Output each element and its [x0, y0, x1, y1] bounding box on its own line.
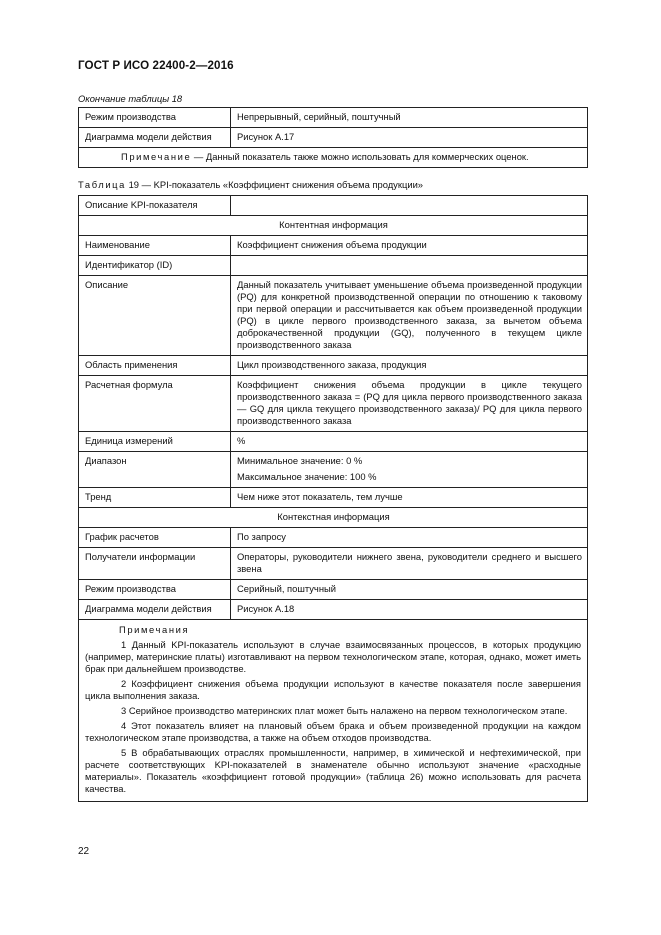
table-cell	[231, 256, 588, 276]
table-cell: Рисунок А.17	[231, 128, 588, 148]
table-cell: Режим производства	[79, 108, 231, 128]
note-item: 3 Серийное производство материнских плат может быть налажено на первом технологическом этапе.	[121, 705, 568, 716]
table-cell	[231, 276, 588, 356]
table-cell	[231, 196, 588, 216]
table-cell: %	[231, 432, 588, 452]
table-row	[79, 356, 588, 376]
table-cell: Чем ниже этот показатель, тем лучше	[231, 488, 588, 508]
note-item: 1 Данный KPI-показатель используют в случае взаимосвязанных процессов, в которых продукцию (например, материнские платы) изготавливают на первом технологическом этапе, которая, однако, может иметь брак при дальнейшем производстве.	[85, 639, 581, 674]
table19	[78, 195, 588, 802]
note-item: 2 Коэффициент снижения объема продукции используют в качестве показателя после завершения цикла выполнения заказа.	[85, 678, 581, 701]
table-row	[79, 376, 588, 432]
table-cell: Диапазон	[79, 452, 231, 488]
table-row	[79, 452, 588, 488]
table-row	[79, 256, 588, 276]
caption-text: 19 — KPI-показатель «Коэффициент снижения объема продукции»	[125, 179, 424, 190]
recipients-text: Операторы, руководители нижнего звена, руководители среднего и высшего звена	[237, 551, 582, 574]
formula-text: Коэффициент снижения объема продукции в цикле текущего производственного заказа = (PQ для цикла первого производственного заказа — GQ для цикла текущего производственного заказа)/ PQ для цикла первого производственного заказа	[237, 379, 582, 426]
table-cell: Коэффициент снижения объема продукции	[231, 236, 588, 256]
table-cell	[231, 376, 588, 432]
table-cell: Тренд	[79, 488, 231, 508]
table-row	[79, 508, 588, 528]
table-cell: Рисунок А.18	[231, 600, 588, 620]
table18-end	[78, 107, 588, 168]
description-text: Данный показатель учитывает уменьшение объема произведенной продукции (PQ) для конкретной производственной операции по отношению к таковому при первой операции и рассчитывается как объем произведенной продукции (PQ) в цикле первого производственного заказа, за вычетом объема доброкачественной продукции (GQ), полученного в текущем цикле производственного заказа	[237, 279, 582, 350]
table18-caption: Окончание таблицы 18	[78, 93, 183, 104]
table-cell: Описание KPI-показателя	[79, 196, 231, 216]
table-row	[79, 432, 588, 452]
table-row	[79, 276, 588, 356]
table-cell: Единица измерений	[79, 432, 231, 452]
table-cell: Описание	[79, 276, 231, 356]
table-cell: Непрерывный, серийный, поштучный	[231, 108, 588, 128]
notes-heading: Примечания	[119, 624, 190, 635]
table-cell: Цикл производственного заказа, продукция	[231, 356, 588, 376]
table-cell	[231, 548, 588, 580]
page-number: 22	[78, 846, 90, 857]
section-header: Контентная информация	[79, 216, 588, 236]
document-header: ГОСТ Р ИСО 22400-2—2016	[78, 59, 234, 72]
notes-cell	[79, 620, 588, 802]
table-cell: По запросу	[231, 528, 588, 548]
table-cell: График расчетов	[79, 528, 231, 548]
table-row	[79, 236, 588, 256]
table-cell	[231, 452, 588, 488]
table-cell: Получатели информации	[79, 548, 231, 580]
note-item: 4 Этот показатель влияет на плановый объем брака и объем произведенной продукции на каждом технологическом этапе производства, а также на объем отходов производства.	[85, 720, 581, 743]
table-cell: Диаграмма модели действия	[79, 128, 231, 148]
table-row	[79, 108, 588, 128]
table-cell: Режим производства	[79, 580, 231, 600]
table-row	[79, 580, 588, 600]
table-row	[79, 488, 588, 508]
table-row	[79, 216, 588, 236]
table-cell: Идентификатор (ID)	[79, 256, 231, 276]
table18-note	[79, 148, 588, 168]
note-item: 5 В обрабатывающих отраслях промышленности, например, в химической и нефтехимической, при расчете соответствующих KPI-показателей в знаменателе обычно используют значение «расходные материалы». Показатель «коэффициент готовой продукции» (таблица 26) можно использовать для расчета качества.	[85, 747, 581, 794]
table-cell: Наименование	[79, 236, 231, 256]
table-cell: Серийный, поштучный	[231, 580, 588, 600]
table-row	[79, 620, 588, 802]
table-row	[79, 600, 588, 620]
table-cell: Диаграмма модели действия	[79, 600, 231, 620]
table19-caption	[78, 179, 423, 191]
table-cell: Расчетная формула	[79, 376, 231, 432]
note-text: — Данный показатель также можно использовать для коммерческих оценок.	[191, 151, 529, 162]
caption-prefix: Таблица	[78, 179, 126, 190]
range-min: Минимальное значение: 0 %	[237, 455, 363, 466]
table-row	[79, 548, 588, 580]
table-cell: Область применения	[79, 356, 231, 376]
table-row	[79, 528, 588, 548]
table-row	[79, 148, 588, 168]
range-max: Максимальное значение: 100 %	[237, 471, 377, 482]
table-row	[79, 196, 588, 216]
table-row	[79, 128, 588, 148]
note-prefix: Примечание	[121, 151, 192, 162]
section-header: Контекстная информация	[79, 508, 588, 528]
